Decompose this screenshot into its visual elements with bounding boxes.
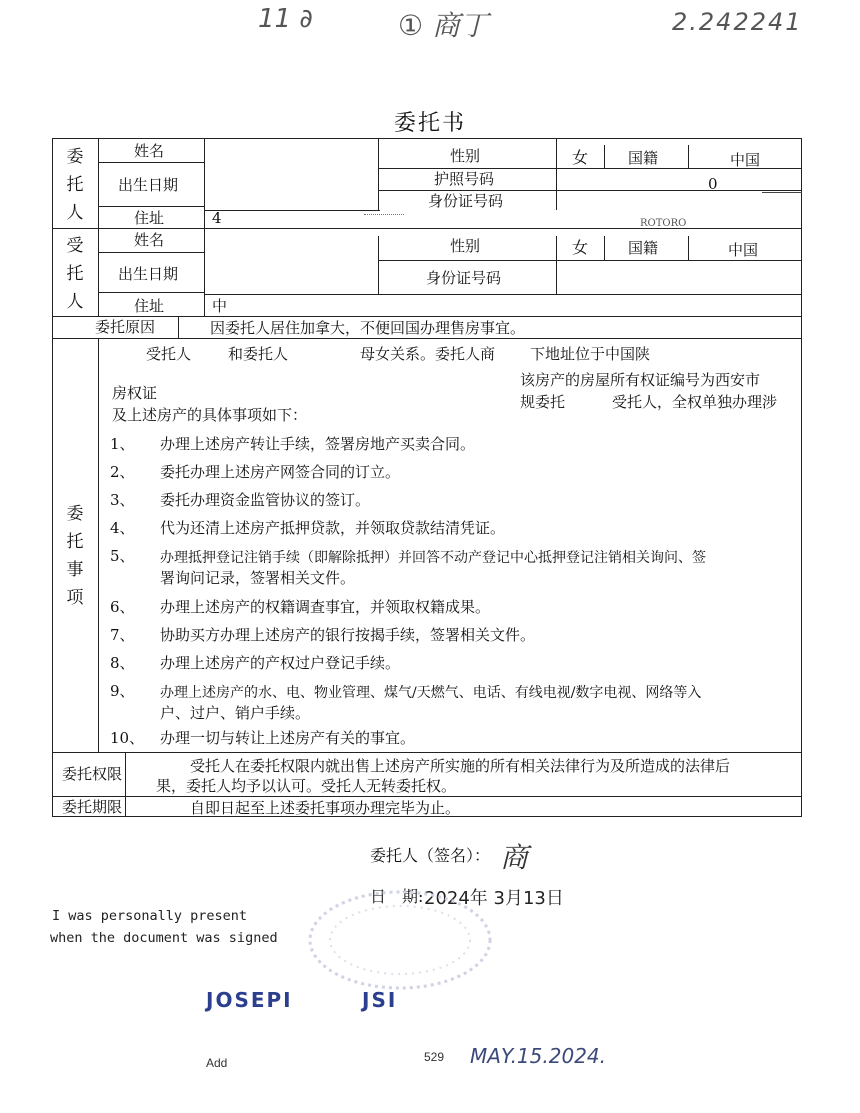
agent-gender-label: 性别: [450, 237, 481, 255]
dash-mark: [762, 192, 802, 193]
matter-text: 办理上述房产的权籍调查事宜，并领取权籍成果。: [160, 598, 491, 616]
handwritten-stamp-date: MAY.15.2024.: [470, 1044, 606, 1068]
col-divider: [604, 145, 605, 168]
intro-line: 及上述房产的具体事项如下：: [112, 406, 308, 424]
label-char: 受: [66, 236, 84, 256]
principal-gender-label: 性别: [450, 147, 481, 165]
reason-text: 因委托人居住加拿大，不便回国办理售房事宜。: [210, 319, 526, 337]
label-char: 委: [66, 147, 84, 167]
cell-divider: [98, 292, 204, 293]
row-divider: [52, 752, 802, 753]
signature-mark: 商: [500, 841, 529, 874]
authority-text-cont: 果，委托人均予以认可。受托人无转委托权。: [156, 777, 457, 795]
matter-text: 委托办理资金监管协议的签订。: [160, 491, 371, 509]
agent-nationality-label: 国籍: [628, 239, 659, 257]
matter-number: 9、: [110, 682, 135, 700]
col-divider: [125, 752, 126, 817]
principal-address-value: 4: [212, 209, 222, 227]
matter-text: 办理一切与转让上述房产有关的事宜。: [160, 729, 416, 747]
cell-divider: [98, 162, 204, 163]
intro-fragment: 下地址位于中国陕: [530, 345, 651, 363]
col-divider: [556, 138, 557, 210]
witness-line: I was personally present: [52, 908, 248, 924]
term-text: 自即日起至上述委托事项办理完毕为止。: [190, 799, 461, 817]
principal-nationality-label: 国籍: [628, 149, 659, 167]
matters-section-label: [63, 500, 87, 612]
matter-number: 5、: [110, 547, 135, 565]
label-char: 托: [66, 175, 84, 195]
passport-value-tail: 0: [708, 175, 718, 193]
label-char: 托: [66, 264, 84, 284]
label-char: 项: [66, 588, 84, 608]
cell-divider: [378, 260, 802, 261]
agent-id-label: 身份证号码: [426, 269, 502, 287]
cell-divider: [204, 294, 802, 295]
stamp-add-label: Add: [206, 1056, 228, 1070]
col-divider: [378, 138, 379, 210]
matter-text-cont: 户、过户、销户手续。: [160, 704, 311, 722]
witness-line: when the document was signed: [50, 930, 278, 946]
handwritten-note: ① 商丁: [398, 9, 489, 42]
document-title: 委托书: [393, 111, 466, 136]
principal-id-label: 身份证号码: [428, 192, 504, 210]
principal-nationality-value: 中国: [730, 151, 761, 169]
principal-dob-label: 出生日期: [118, 176, 179, 194]
date-label: 日 期:: [370, 887, 424, 906]
passport-label: 护照号码: [434, 170, 495, 188]
matter-number: 8、: [110, 654, 135, 672]
intro-fragment: 规委托: [520, 393, 566, 411]
agent-name-label: 姓名: [134, 231, 165, 249]
principal-gender-value: 女: [572, 148, 589, 167]
term-label: 委托期限: [62, 798, 123, 816]
matter-text: 办理上述房产的水、电、物业管理、煤气/天燃气、电话、有线电视/数字电视、网络等入: [160, 685, 702, 701]
label-char: 人: [66, 292, 84, 312]
scan-artifact: [364, 214, 404, 215]
matter-text: 委托办理上述房产网签合同的订立。: [160, 463, 401, 481]
matter-number: 7、: [110, 626, 135, 644]
matter-number: 3、: [110, 491, 135, 509]
cell-divider: [98, 252, 204, 253]
signature-label: 委托人（签名）：: [370, 846, 491, 865]
matter-text: 代为还清上述房产抵押贷款，并领取贷款结清凭证。: [160, 519, 506, 537]
intro-fragment: 和委托人: [228, 345, 289, 363]
principal-name-label: 姓名: [134, 142, 165, 160]
handwritten-mark: 11 ∂: [258, 4, 313, 34]
agent-address-label: 住址: [134, 297, 165, 315]
authority-text: 受托人在委托权限内就出售上述房产所实施的所有相关法律行为及所造成的法律后: [190, 757, 731, 775]
agent-dob-label: 出生日期: [118, 265, 179, 283]
col-divider: [604, 236, 605, 260]
stamp-code: 529: [424, 1050, 445, 1064]
agent-nationality-value: 中国: [728, 241, 759, 259]
label-char: 事: [66, 560, 84, 580]
matter-number: 6、: [110, 598, 135, 616]
matter-number: 4、: [110, 519, 135, 537]
matter-text-cont: 署询问记录，签署相关文件。: [160, 569, 356, 587]
intro-fragment: 房权证: [112, 384, 158, 402]
row-divider: [52, 228, 802, 229]
intro-fragment: 母女关系。委托人商: [360, 345, 496, 363]
matter-text: 协助买方办理上述房产的银行按揭手续，签署相关文件。: [160, 626, 536, 644]
matter-text: 办理抵押登记注销手续（即解除抵押）并回答不动产登记中心抵押登记注销相关询问、签: [160, 550, 706, 566]
agent-section-label: [63, 232, 87, 316]
col-divider: [688, 236, 689, 260]
matter-number: 1、: [110, 435, 135, 453]
col-divider: [556, 236, 557, 294]
cell-divider: [98, 206, 204, 207]
cell-divider: [204, 210, 380, 211]
reason-label: 委托原因: [95, 318, 156, 336]
col-divider: [204, 138, 205, 316]
intro-fragment: 受托人，全权单独办理涉: [612, 393, 778, 411]
intro-line: 该房产的房屋所有权证编号为西安市: [520, 371, 761, 389]
principal-address-tail: ROTORO: [640, 218, 687, 229]
agent-gender-value: 女: [572, 238, 589, 257]
seal-emboss-icon: [300, 880, 500, 990]
label-char: 人: [66, 203, 84, 223]
matter-text: 办理上述房产的产权过户登记手续。: [160, 654, 401, 672]
stamp-name-left: JOSEPI: [206, 988, 293, 1012]
matter-number: 10、: [110, 729, 145, 747]
stamp-name-right: JSI: [362, 988, 398, 1012]
col-divider: [688, 145, 689, 168]
matter-number: 2、: [110, 463, 135, 481]
matter-text: 办理上述房产转让手续，签署房地产买卖合同。: [160, 435, 476, 453]
col-divider: [98, 338, 99, 752]
agent-address-value: 中: [212, 297, 228, 315]
intro-fragment: 受托人: [146, 345, 192, 363]
col-divider: [378, 236, 379, 294]
date-value: 2024年 3月13日: [424, 888, 564, 909]
row-divider: [52, 316, 802, 317]
row-divider: [52, 338, 802, 339]
handwritten-number: 2.242241: [672, 8, 803, 36]
principal-address-label: 住址: [134, 209, 165, 227]
principal-section-label: [63, 143, 87, 227]
col-divider: [98, 138, 99, 316]
col-divider: [178, 316, 179, 338]
authority-label: 委托权限: [62, 765, 123, 783]
label-char: 委: [66, 504, 84, 524]
label-char: 托: [66, 532, 84, 552]
